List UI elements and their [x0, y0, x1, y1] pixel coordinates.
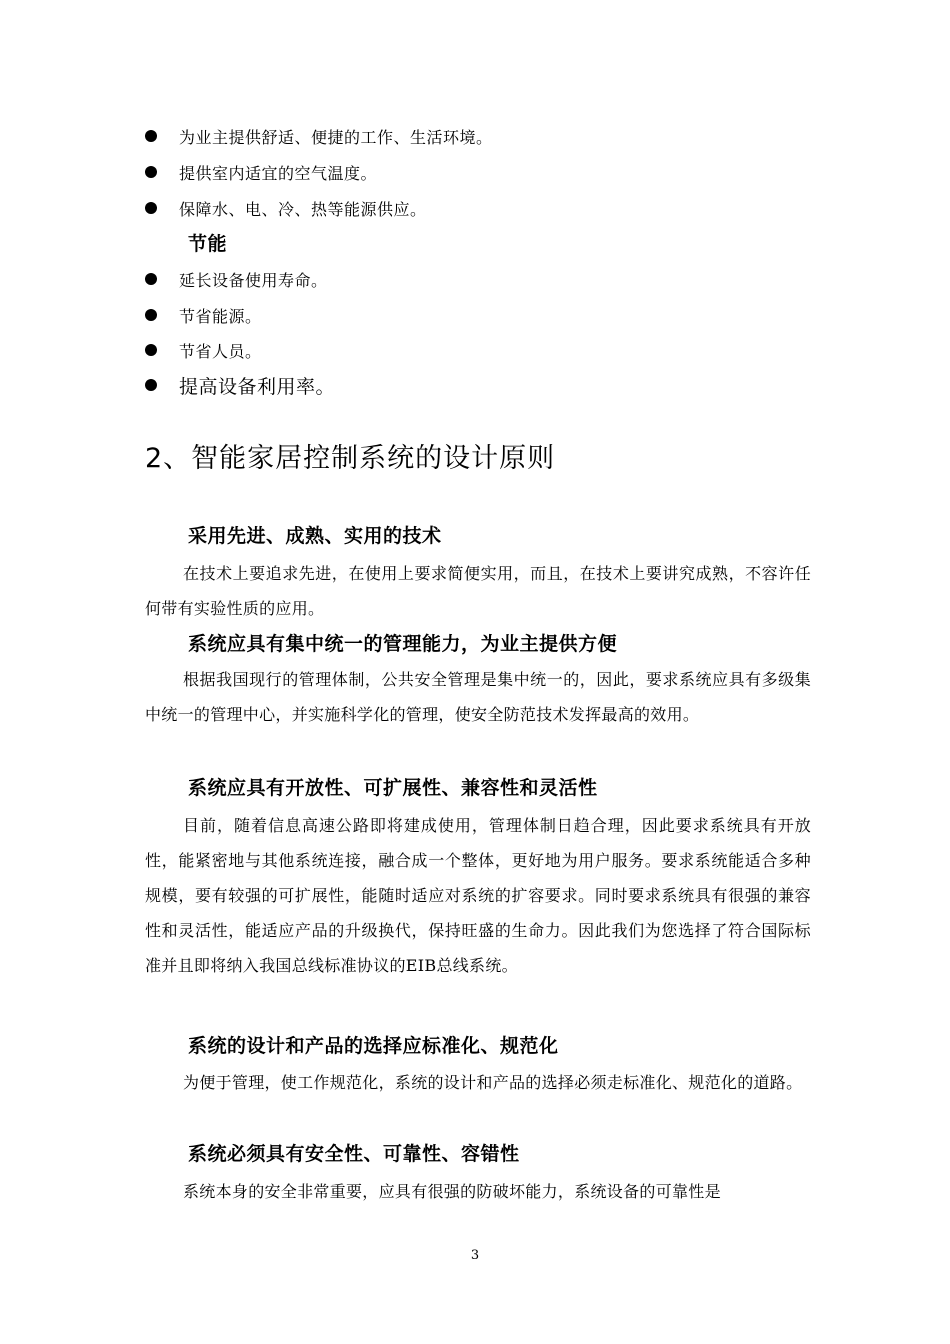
bullet-icon	[145, 309, 157, 321]
bullet-icon	[145, 166, 157, 178]
principle-body: 为便于管理，使工作规范化，系统的设计和产品的选择必须走标准化、规范化的道路。	[183, 1073, 803, 1092]
principle-body: 根据我国现行的管理体制，公共安全管理是集中统一的，因此，要求系统应具有多级集中统一的管理中心，并实施科学化的管理，使安全防范技术发挥最高的效用。	[145, 670, 811, 724]
bullet-icon	[145, 379, 157, 391]
list-item	[145, 370, 335, 400]
list-item	[145, 264, 328, 294]
page-number: 3	[470, 1248, 480, 1263]
list-item	[145, 193, 427, 223]
list-item-text: 节省人员。	[179, 341, 262, 361]
list-item	[145, 300, 262, 330]
list-item-text: 保障水、电、冷、热等能源供应。	[179, 199, 427, 219]
list-item-text: 为业主提供舒适、便捷的工作、生活环境。	[179, 127, 493, 147]
principle-title: 系统必须具有安全性、可靠性、容错性	[188, 1143, 520, 1165]
list-item-text: 节省能源。	[179, 306, 262, 326]
bullet-icon	[145, 273, 157, 285]
list-item	[145, 335, 262, 365]
principle-body: 目前，随着信息高速公路即将建成使用，管理体制日趋合理，因此要求系统具有开放性，能紧密地与其他系统连接，融合成一个整体，更好地为用户服务。要求系统能适合多种规模，要有较强的可扩展性，能随时适应对系统的扩容要求。同时要求系统具有很强的兼容性和灵活性，能适应产品的升级换代，保持旺盛的生命力。因此我们为您选择了符合国际标准并且即将纳入我国总线标准协议的EIB总线系统。	[145, 816, 811, 975]
bullet-icon	[145, 344, 157, 356]
energy-heading: 节能	[188, 233, 228, 255]
section-title: 2、智能家居控制系统的设计原则	[145, 443, 556, 474]
principle-title: 系统应具有开放性、可扩展性、兼容性和灵活性	[188, 777, 598, 799]
list-item	[145, 157, 377, 187]
principle-title: 系统应具有集中统一的管理能力，为业主提供方便	[188, 633, 618, 655]
list-item-text: 提高设备利用率。	[179, 375, 336, 398]
list-item-text: 提供室内适宜的空气温度。	[179, 163, 378, 183]
bullet-icon	[145, 202, 157, 214]
bullet-icon	[145, 130, 157, 142]
list-item-text: 延长设备使用寿命。	[179, 270, 328, 290]
principle-body: 在技术上要追求先进，在使用上要求简便实用，而且，在技术上要讲究成熟，不容许任何带有实验性质的应用。	[145, 564, 811, 618]
principle-title: 采用先进、成熟、实用的技术	[188, 525, 442, 547]
principle-title: 系统的设计和产品的选择应标准化、规范化	[188, 1035, 559, 1057]
list-item	[145, 121, 493, 151]
principle-body: 系统本身的安全非常重要，应具有很强的防破坏能力，系统设备的可靠性是	[183, 1182, 721, 1201]
